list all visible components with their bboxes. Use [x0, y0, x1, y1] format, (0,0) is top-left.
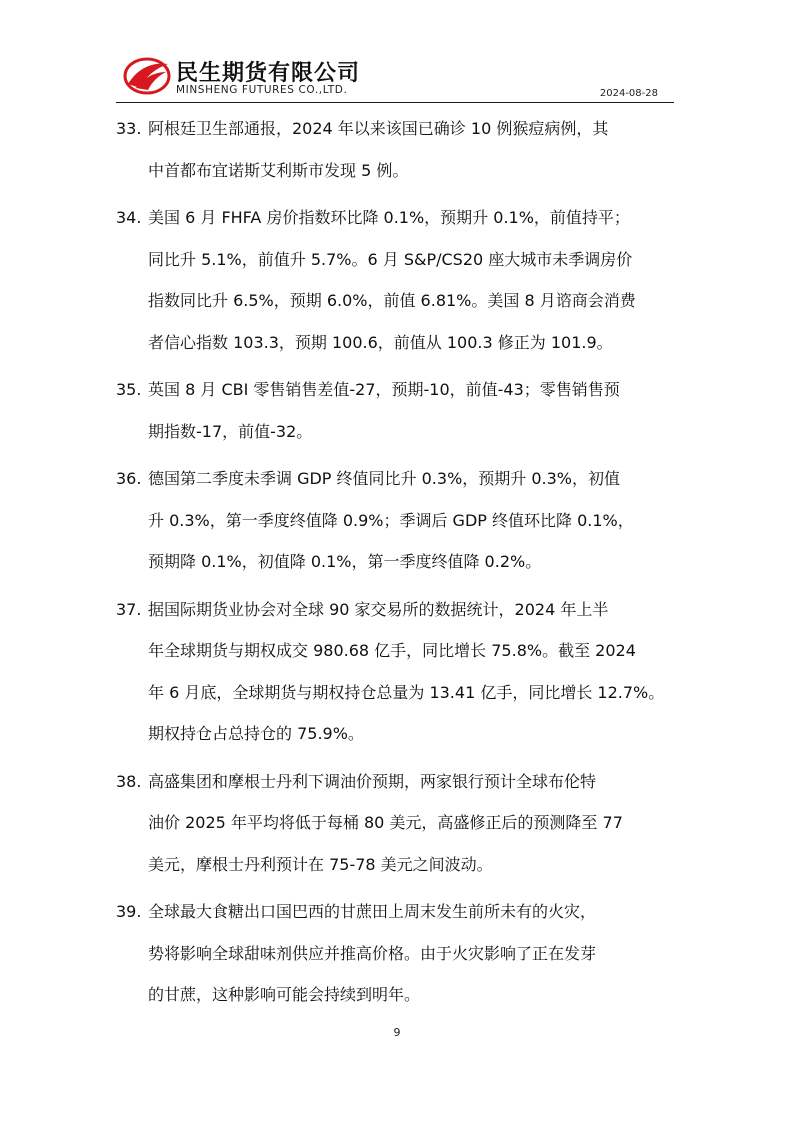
- news-item-38: [116, 761, 684, 886]
- page-number: 9: [393, 1026, 401, 1039]
- item-number: 33.: [116, 119, 142, 138]
- item-number: 36.: [116, 469, 142, 488]
- news-item-34: [116, 197, 684, 363]
- item-number: 38.: [116, 771, 142, 791]
- minsheng-logo-icon: [122, 54, 172, 96]
- item-number: 35.: [116, 380, 142, 399]
- item-text-line: 者信心指数 103.3，预期 100.6，前值从 100.3 修正为 101.9。: [148, 332, 613, 352]
- item-text-line: 中首都布宜诺斯艾利斯市发现 5 例。: [148, 160, 409, 180]
- item-text-line: 美国 6 月 FHFA 房价指数环比降 0.1%，预期升 0.1%，前值持平；: [148, 208, 630, 227]
- item-text-line: 据国际期货业协会对全球 90 家交易所的数据统计，2024 年上半: [148, 599, 609, 619]
- item-text-line: 美元，摩根士丹利预计在 75-78 美元之间波动。: [148, 854, 493, 874]
- item-text-line: 期权持仓占总持仓的 75.9%。: [148, 724, 364, 743]
- news-item-35: [116, 369, 684, 452]
- item-text-line: 同比升 5.1%，前值升 5.7%。6 月 S&P/CS20 座大城市未季调房价: [148, 249, 633, 269]
- item-text-line: 油价 2025 年平均将低于每桶 80 美元，高盛修正后的预测降至 77: [148, 813, 623, 832]
- news-item-39: [116, 891, 684, 1016]
- item-text-line: 全球最大食糖出口国巴西的甘蔗田上周末发生前所未有的火灾，: [148, 902, 597, 921]
- brand-name-english: MINSHENG FUTURES CO.,LTD.: [176, 84, 348, 96]
- item-text-line: 德国第二季度未季调 GDP 终值同比升 0.3%，预期升 0.3%，初值: [148, 469, 621, 488]
- item-text-line: 年全球期货与期权成交 980.68 亿手，同比增长 75.8%。截至 2024: [148, 641, 636, 660]
- item-text-line: 势将影响全球甜味剂供应并推高价格。由于火灾影响了正在发芽: [148, 943, 597, 963]
- report-date: 2024-08-28: [599, 88, 658, 99]
- item-text-line: 阿根廷卫生部通报，2024 年以来该国已确诊 10 例猴痘病例，其: [148, 119, 609, 138]
- item-text-line: 英国 8 月 CBI 零售销售差值-27，预期-10，前值-43；零售销售预: [148, 380, 620, 399]
- item-number: 34.: [116, 208, 142, 227]
- news-item-37: [116, 589, 684, 755]
- item-number: 37.: [116, 599, 142, 619]
- item-text-line: 的甘蔗，这种影响可能会持续到明年。: [148, 985, 421, 1004]
- item-text-line: 指数同比升 6.5%，预期 6.0%，前值 6.81%。美国 8 月谘商会消费: [148, 291, 636, 310]
- item-text-line: 高盛集团和摩根士丹利下调油价预期，两家银行预计全球布伦特: [148, 771, 597, 791]
- item-text-line: 升 0.3%，第一季度终值降 0.9%；季调后 GDP 终值环比降 0.1%，: [148, 510, 634, 530]
- item-number: 39.: [116, 902, 142, 921]
- news-item-36: [116, 458, 684, 583]
- item-text-line: 期指数-17，前值-32。: [148, 421, 313, 441]
- news-item-33: [116, 108, 684, 191]
- brand-name-chinese: 民生期货有限公司: [176, 61, 361, 86]
- news-list: [116, 108, 684, 1022]
- page-header: [116, 52, 674, 103]
- item-text-line: 年 6 月底，全球期货与期权持仓总量为 13.41 亿手，同比增长 12.7%。: [148, 682, 665, 702]
- item-text-line: 预期降 0.1%，初值降 0.1%，第一季度终值降 0.2%。: [148, 552, 542, 571]
